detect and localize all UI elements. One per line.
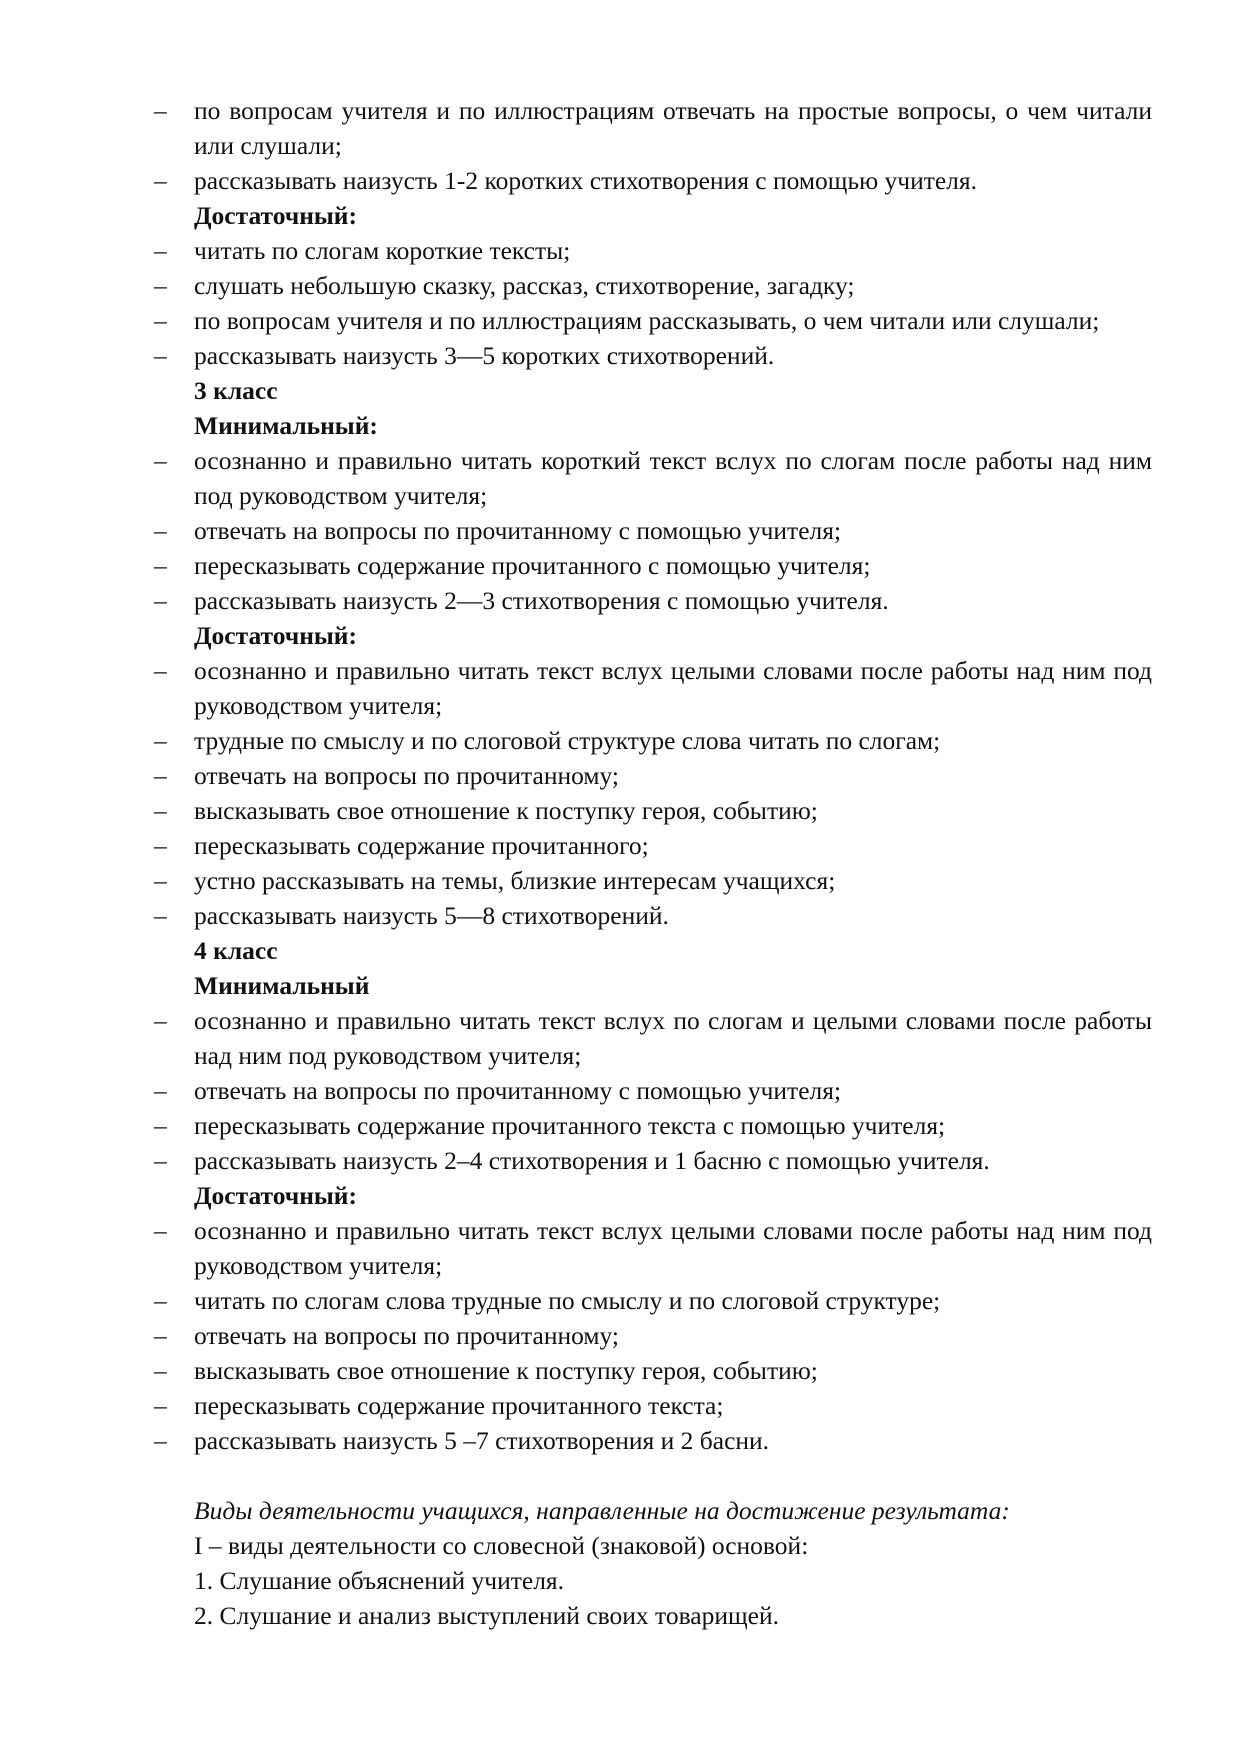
dash-bullet: – <box>154 1216 167 1245</box>
list-item <box>154 548 1152 583</box>
dash-bullet: – <box>154 1146 167 1175</box>
list-item <box>154 1003 1152 1073</box>
list-item <box>154 1073 1152 1108</box>
dash-bullet: – <box>154 1391 167 1420</box>
section-heading: Достаточный: <box>194 201 357 230</box>
list-item <box>154 163 1152 198</box>
list-item-text: читать по слогам слова трудные по смыслу и по слоговой структуре; <box>194 1286 941 1315</box>
blank-line <box>154 1458 1152 1493</box>
list-item-text: осознанно и правильно читать текст вслух целыми словами после работы над ним под руководством учителя; <box>194 656 1152 720</box>
dash-bullet: – <box>154 1111 167 1140</box>
list-item <box>154 233 1152 268</box>
list-item-text: рассказывать наизусть 2—3 стихотворения с помощью учителя. <box>194 586 889 615</box>
list-item <box>154 758 1152 793</box>
list-item <box>154 443 1152 513</box>
section-heading: Достаточный: <box>194 621 357 650</box>
list-item <box>154 1423 1152 1458</box>
dash-bullet: – <box>154 1076 167 1105</box>
dash-bullet: – <box>154 551 167 580</box>
list-item <box>154 1108 1152 1143</box>
list-item <box>154 1213 1152 1283</box>
dash-bullet: – <box>154 796 167 825</box>
dash-bullet: – <box>154 1321 167 1350</box>
list-item <box>154 723 1152 758</box>
list-item-text: отвечать на вопросы по прочитанному; <box>194 761 620 790</box>
list-item-text: читать по слогам короткие тексты; <box>194 236 571 265</box>
list-item <box>154 1353 1152 1388</box>
dash-bullet: – <box>154 516 167 545</box>
dash-bullet: – <box>154 761 167 790</box>
document-content <box>154 93 1152 1633</box>
section-heading: Минимальный: <box>194 411 378 440</box>
list-item-text: по вопросам учителя и по иллюстрациям рассказывать, о чем читали или слушали; <box>194 306 1100 335</box>
dash-bullet: – <box>154 656 167 685</box>
list-item-text: осознанно и правильно читать короткий текст вслух по слогам после работы над ним под руководством учителя; <box>194 446 1152 510</box>
dash-bullet: – <box>154 586 167 615</box>
list-item-text: рассказывать наизусть 1-2 коротких стихотворения с помощью учителя. <box>194 166 978 195</box>
list-item <box>154 828 1152 863</box>
dash-bullet: – <box>154 341 167 370</box>
list-item <box>154 793 1152 828</box>
list-item-text: высказывать свое отношение к поступку героя, событию; <box>194 796 818 825</box>
list-item <box>154 1283 1152 1318</box>
italic-subheading: Виды деятельности учащихся, направленные на достижение результата: <box>194 1496 1010 1525</box>
list-item <box>154 1143 1152 1178</box>
list-item-text: рассказывать наизусть 3—5 коротких стихотворений. <box>194 341 775 370</box>
list-item-text: рассказывать наизусть 5 –7 стихотворения и 2 басни. <box>194 1426 770 1455</box>
dash-bullet: – <box>154 446 167 475</box>
text-line: 2. Слушание и анализ выступлений своих товарищей. <box>194 1601 779 1630</box>
list-item-text: отвечать на вопросы по прочитанному с помощью учителя; <box>194 1076 842 1105</box>
list-item-text: пересказывать содержание прочитанного текста с помощью учителя; <box>194 1111 946 1140</box>
dash-bullet: – <box>154 236 167 265</box>
list-item <box>154 863 1152 898</box>
dash-bullet: – <box>154 726 167 755</box>
list-item-text: слушать небольшую сказку, рассказ, стихотворение, загадку; <box>194 271 855 300</box>
list-item-text: осознанно и правильно читать текст вслух по слогам и целыми словами после работы над ним под руководством учителя; <box>194 1006 1152 1070</box>
list-item <box>154 268 1152 303</box>
dash-bullet: – <box>154 866 167 895</box>
text-line: 1. Слушание объяснений учителя. <box>194 1566 565 1595</box>
list-item <box>154 1318 1152 1353</box>
dash-bullet: – <box>154 306 167 335</box>
text-line: I – виды деятельности со словесной (знаковой) основой: <box>194 1531 809 1560</box>
dash-bullet: – <box>154 1006 167 1035</box>
dash-bullet: – <box>154 1426 167 1455</box>
section-heading: Минимальный <box>194 971 370 1000</box>
list-item-text: пересказывать содержание прочитанного текста; <box>194 1391 724 1420</box>
list-item-text: устно рассказывать на темы, близкие интересам учащихся; <box>194 866 836 895</box>
list-item <box>154 513 1152 548</box>
list-item-text: отвечать на вопросы по прочитанному с помощью учителя; <box>194 516 842 545</box>
list-item-text: рассказывать наизусть 2–4 стихотворения и 1 басню с помощью учителя. <box>194 1146 990 1175</box>
list-item-text: пересказывать содержание прочитанного; <box>194 831 649 860</box>
list-item <box>154 303 1152 338</box>
dash-bullet: – <box>154 166 167 195</box>
list-item <box>154 93 1152 163</box>
section-heading: 4 класс <box>194 936 278 965</box>
list-item-text: осознанно и правильно читать текст вслух целыми словами после работы над ним под руководством учителя; <box>194 1216 1152 1280</box>
section-heading: Достаточный: <box>194 1181 357 1210</box>
list-item <box>154 583 1152 618</box>
list-item <box>154 1388 1152 1423</box>
dash-bullet: – <box>154 96 167 125</box>
list-item <box>154 653 1152 723</box>
list-item-text: отвечать на вопросы по прочитанному; <box>194 1321 620 1350</box>
dash-bullet: – <box>154 901 167 930</box>
section-heading: 3 класс <box>194 376 278 405</box>
dash-bullet: – <box>154 831 167 860</box>
list-item <box>154 898 1152 933</box>
list-item-text: по вопросам учителя и по иллюстрациям отвечать на простые вопросы, о чем читали или слушали; <box>194 96 1152 160</box>
list-item-text: пересказывать содержание прочитанного с помощью учителя; <box>194 551 871 580</box>
list-item-text: высказывать свое отношение к поступку героя, событию; <box>194 1356 818 1385</box>
list-item-text: рассказывать наизусть 5—8 стихотворений. <box>194 901 669 930</box>
list-item-text: трудные по смыслу и по слоговой структуре слова читать по слогам; <box>194 726 941 755</box>
dash-bullet: – <box>154 1286 167 1315</box>
dash-bullet: – <box>154 271 167 300</box>
dash-bullet: – <box>154 1356 167 1385</box>
list-item <box>154 338 1152 373</box>
